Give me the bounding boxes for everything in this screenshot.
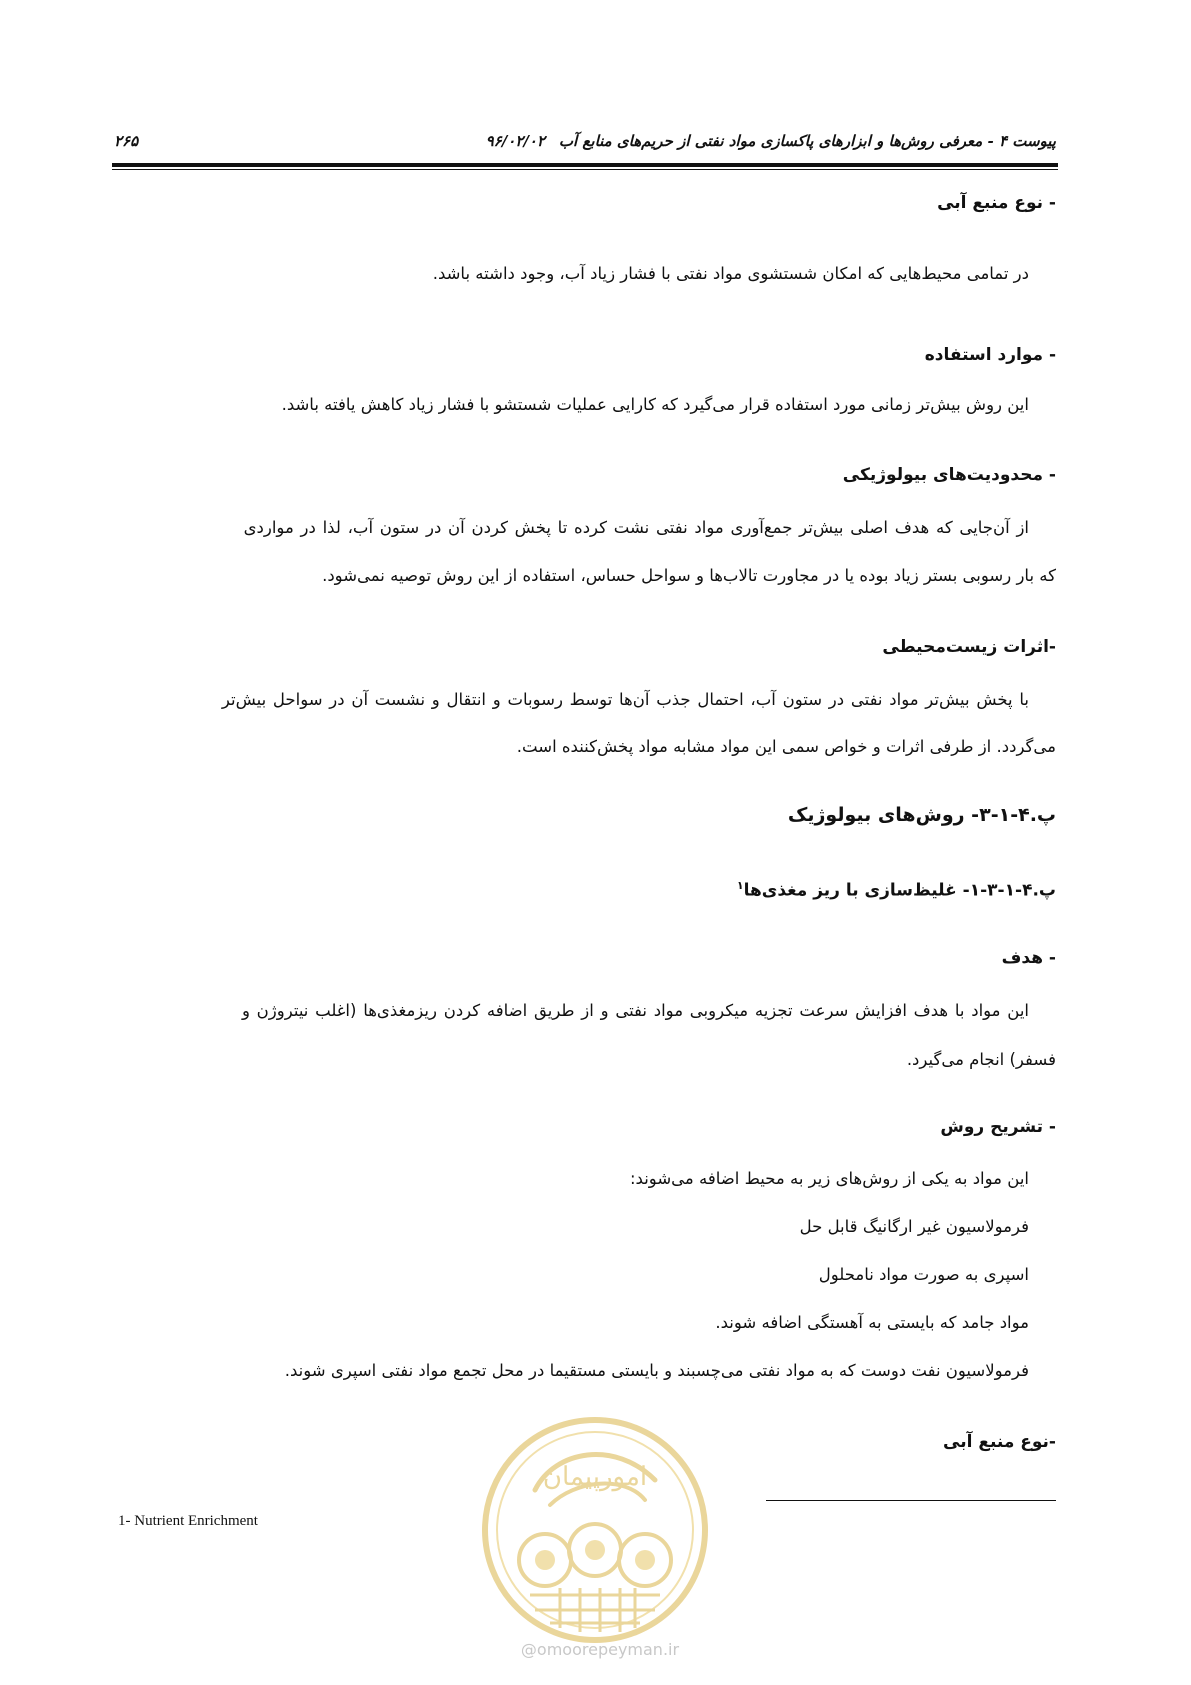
header-rule-thin [112,169,1058,170]
footnote-rule [766,1500,1056,1501]
watermark-logo-text: امورپیمان [542,1462,648,1492]
footnote-ref: ۱ [736,879,744,892]
header-rule-thick [112,163,1058,167]
paragraph-usage: این روش بیش‌تر زمانی مورد استفاده قرار می‌گیرد که کارایی عملیات شستشو با فشار زیاد کاهش یافته باشد. [281,395,1029,414]
page-number: ۲۶۵ [114,132,139,150]
heading-water-source-2: -نوع منبع آبی [943,1432,1056,1452]
watermark-site: @omoorepeyman.ir [520,1640,680,1659]
method-line-4: مواد جامد که بایستی به آهستگی اضافه شوند. [715,1313,1029,1332]
header-title-text: پیوست ۴ - معرفی روش‌ها و ابزارهای پاکسازی مواد نفتی از حریم‌های منابع آب [558,132,1056,150]
footnote: 1- Nutrient Enrichment [118,1513,258,1529]
heading-env-effects: -اثرات زیست‌محیطی [882,637,1056,657]
method-line-1: این مواد به یکی از روش‌های زیر به محیط اضافه می‌شوند: [630,1169,1029,1188]
page-header [114,128,1056,158]
method-line-3: اسپری به صورت مواد نامحلول [818,1265,1029,1284]
heading-nutrient-text: پ.۴-۱-۳-۱- غلیظ‌سازی با ریز مغذی‌ها [743,880,1056,901]
heading-method: - تشریح روش [940,1117,1056,1137]
heading-goal: - هدف [1001,948,1056,968]
heading-nutrient-enrichment [737,879,1056,901]
paragraph-bio-limits-line-2: که بار رسوبی بستر زیاد بوده یا در مجاورت تالاب‌ها و سواحل حساس، استفاده از این روش توصیه نمی‌شود. [322,566,1056,585]
paragraph-env-effects-line-2: می‌گردد. از طرفی اثرات و خواص سمی این مواد مشابه مواد پخش‌کننده است. [516,737,1056,756]
heading-bio-limits: - محدودیت‌های بیولوژیکی [842,465,1056,485]
paragraph-bio-limits-line-1: از آن‌جایی که هدف اصلی بیش‌تر جمع‌آوری مواد نفتی نشت کرده تا پخش کردن آن در ستون آب، لذا در مواردی [243,518,1029,537]
paragraph-goal-line-1: این مواد با هدف افزایش سرعت تجزیه میکروبی مواد نفتی و از طریق اضافه کردن ریزمغذی‌ها (اغلب نیتروژن و [241,1001,1029,1020]
method-line-2: فرمولاسیون غیر ارگانیگ قابل حل [799,1217,1029,1236]
heading-usage: - موارد استفاده [924,345,1056,365]
paragraph-env-effects-line-1: با پخش بیش‌تر مواد نفتی در ستون آب، احتمال جذب آن‌ها توسط رسوبات و انتقال و نشست آن در سواحل بیش‌تر [221,690,1029,709]
header-title [486,132,1056,150]
header-date: ۹۶/۰۲/۰۲ [485,132,545,150]
heading-water-source: - نوع منبع آبی [937,193,1056,213]
paragraph-goal-line-2: فسفر) انجام می‌گیرد. [906,1050,1056,1069]
paragraph-water-source: در تمامی محیط‌هایی که امکان شستشوی مواد نفتی با فشار زیاد آب، وجود داشته باشد. [432,264,1029,283]
method-line-5: فرمولاسیون نفت دوست که به مواد نفتی می‌چسبند و بایستی مستقیما در محل تجمع مواد نفتی اسپری شوند. [284,1361,1029,1380]
watermark-logo [475,1410,715,1650]
heading-bio-methods: پ.۴-۱-۳- روش‌های بیولوژیک [787,804,1056,826]
